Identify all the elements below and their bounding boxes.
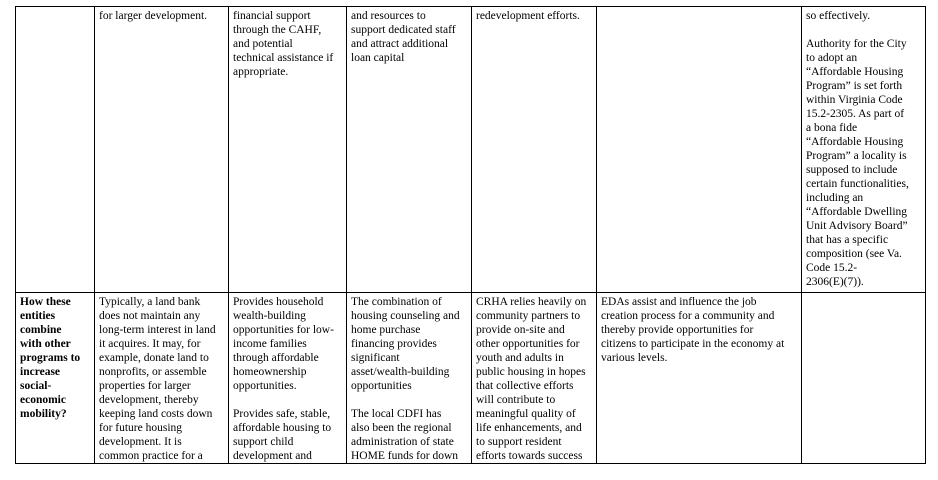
table-cell — [95, 293, 229, 464]
cell-text: The combination of housing counseling and home purchase financing provides significant asset/wealth-building opportunities The local CDFI has also been the regional administration of state HOME funds for down — [351, 296, 460, 462]
cell-text: Provides household wealth-building opportunities for low- income families through affordable homeownership opportunities. Provides safe, stable, affordable housing to support child development and — [233, 296, 334, 462]
table-cell — [472, 7, 597, 293]
table-row — [16, 293, 926, 464]
cell-text: so effectively. Authority for the City to adopt an “Affordable Housing Program” is set forth within Virginia Code 15.2-2305. As part of a bona fide “Affordable Housing Program” a locality is supposed to include certain functionalities, including an “Affordable Dwelling Unit Advisory Board” that has a specific composition (see Va. Code 15.2- 2306(E)(7)). — [806, 10, 909, 288]
table-cell — [347, 7, 472, 293]
table-cell — [95, 7, 229, 293]
table-cell-row-header — [16, 7, 95, 293]
cell-text: CRHA relies heavily on community partners to provide on-site and other opportunities for youth and adults in public housing in hopes that collective efforts will contribute to meaningful quality of life enhancements, and to support resident efforts towards success — [476, 296, 587, 462]
table-cell — [347, 293, 472, 464]
cell-text: for larger development. — [99, 10, 208, 22]
table-cell — [229, 293, 347, 464]
cell-text: financial support through the CAHF, and potential technical assistance if appropriate. — [233, 10, 334, 78]
row-header-text: How these entities combine with other programs to increase social- economic mobility? — [20, 296, 81, 420]
table-row — [16, 7, 926, 293]
comparison-table — [15, 6, 926, 464]
table-cell-row-header — [16, 293, 95, 464]
cell-text: EDAs assist and influence the job creation process for a community and thereby provide opportunities for citizens to participate in the economy at various levels. — [601, 296, 785, 364]
table-cell — [597, 293, 802, 464]
cell-text: redevelopment efforts. — [476, 10, 580, 22]
table-cell — [229, 7, 347, 293]
table-cell — [802, 293, 926, 464]
table-cell — [472, 293, 597, 464]
cell-text: and resources to support dedicated staff and attract additional loan capital — [351, 10, 456, 64]
table-cell — [802, 7, 926, 293]
cell-text: Typically, a land bank does not maintain any long-term interest in land it acquires. It may, for example, donate land to nonprofits, or assemble properties for larger development, thereby keeping land costs down for future housing development. It is common practice for a — [99, 296, 216, 462]
table-cell — [597, 7, 802, 293]
